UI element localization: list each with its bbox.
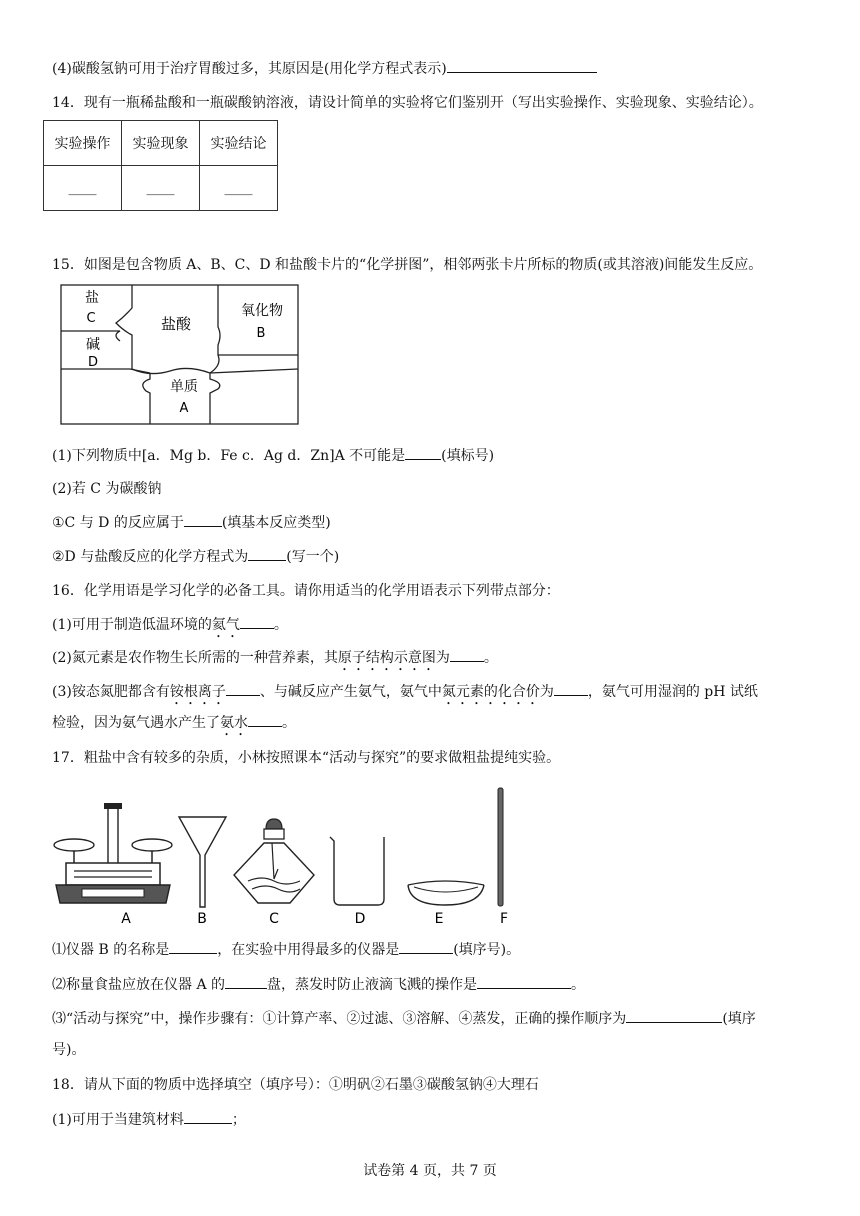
q17-sub3-line2: 号)。 xyxy=(52,1042,86,1058)
puzzle-salt-label: 盐 xyxy=(85,290,99,306)
balance-icon xyxy=(54,803,172,903)
beaker-icon xyxy=(330,837,384,905)
apparatus-label-f: F xyxy=(499,911,509,927)
q17-stem: 17．粗盐中含有较多的杂质，小林按照课本“活动与探究”的要求做粗盐提纯实验。 xyxy=(52,750,561,766)
q18-sub1: (1)可用于当建筑材料 ； xyxy=(52,1109,246,1130)
puzzle-salt-letter: C xyxy=(86,311,96,326)
puzzle-base-label: 碱 xyxy=(86,337,100,353)
q15-puzzle-figure xyxy=(60,283,300,428)
q17-apparatus-figure xyxy=(52,785,522,930)
q14-cell-phenomenon[interactable]: ____ xyxy=(122,166,200,211)
q16-sub1-blank[interactable] xyxy=(240,614,274,629)
q17-sub1: ⑴仪器 B 的名称是 ，在实验中用得最多的仪器是 (填序号)。 xyxy=(52,939,520,960)
funnel-icon xyxy=(179,817,226,907)
apparatus-label-c: C xyxy=(269,911,279,927)
q13-sub4-blank[interactable] xyxy=(447,58,597,73)
q14-header-conclusion: 实验结论 xyxy=(200,121,278,166)
q16-stem: 16．化学用语是学习化学的必备工具。请你用适当的化学用语表示下列带点部分： xyxy=(52,583,560,599)
q13-sub4: (4)碳酸氢钠可用于治疗胃酸过多，其原因是(用化学方程式表示) xyxy=(52,58,597,79)
q16-sub3: (3)铵态氮肥都含有铵根离子 、与碱反应产生氨气，氨气中氮元素的化合价为 ，氨气可用湿润的 pH 试纸 xyxy=(52,681,758,708)
q17-sub3: ⑶“活动与探究”中，操作步骤有：①计算产率、②过滤、③溶解、④蒸发，正确的操作顺序为 (填序 xyxy=(52,1008,756,1029)
q15-sub2-2: ②D 与盐酸反应的化学方程式为 (写一个) xyxy=(52,546,339,567)
q15-sub1-blank[interactable] xyxy=(405,445,441,460)
q15-stem: 15．如图是包含物质 A、B、C、D 和盐酸卡片的“化学拼图”，相邻两张卡片所标的物质(或其溶液)间能发生反应。 xyxy=(52,257,763,273)
q16-sub3-blank2[interactable] xyxy=(554,681,588,696)
evaporating-dish-icon xyxy=(408,881,484,905)
q15-sub2: (2)若 C 为碳酸钠 xyxy=(52,481,162,497)
q15-sub2-2-blank[interactable] xyxy=(248,546,286,561)
q16-sub2: (2)氮元素是农作物生长所需的一种营养素，其原子结构示意图为 。 xyxy=(52,647,498,674)
q17-sub1-blank1[interactable] xyxy=(169,939,217,954)
q14-cell-conclusion[interactable]: ____ xyxy=(200,166,278,211)
q18-stem: 18．请从下面的物质中选择填空（填序号）：①明矾②石墨③碳酸氢钠④大理石 xyxy=(52,1077,539,1093)
q16-sub3-blank3[interactable] xyxy=(248,712,282,727)
puzzle-acid-label: 盐酸 xyxy=(160,315,192,333)
q14-table xyxy=(43,120,278,211)
puzzle-element-letter: A xyxy=(179,401,189,416)
q14-cell-operation[interactable]: ____ xyxy=(44,166,122,211)
q18-sub1-blank[interactable] xyxy=(184,1109,232,1124)
puzzle-oxide-label: 氧化物 xyxy=(241,303,283,319)
apparatus-label-e: E xyxy=(434,911,444,927)
q16-sub2-blank[interactable] xyxy=(450,647,484,662)
puzzle-element-label: 单质 xyxy=(170,379,198,395)
alcohol-lamp-icon xyxy=(234,819,314,903)
glass-rod-icon xyxy=(498,788,503,906)
q15-sub2-1-blank[interactable] xyxy=(184,512,222,527)
q17-sub3-blank[interactable] xyxy=(626,1008,722,1023)
puzzle-oxide-letter: B xyxy=(256,326,266,341)
q14-header-phenomenon: 实验现象 xyxy=(122,121,200,166)
q14-header-operation: 实验操作 xyxy=(44,121,122,166)
q17-sub1-blank2[interactable] xyxy=(399,939,453,954)
q15-sub2-1: ①C 与 D 的反应属于 (填基本反应类型) xyxy=(52,512,331,533)
apparatus-label-a: A xyxy=(121,911,131,927)
q14-stem: 14．现有一瓶稀盐酸和一瓶碳酸钠溶液，请设计简单的实验将它们鉴别开（写出实验操作、实验现象、实验结论）。 xyxy=(52,95,763,111)
puzzle-base-letter: D xyxy=(87,355,99,370)
q16-sub3-line2: 检验，因为氨气遇水产生了氨水 。 xyxy=(52,712,296,739)
q17-sub2: ⑵称量食盐应放在仪器 A 的 盘，蒸发时防止液滴飞溅的操作是 。 xyxy=(52,974,585,995)
apparatus-label-d: D xyxy=(354,911,366,927)
q17-sub2-blank2[interactable] xyxy=(477,974,571,989)
q15-sub1: (1)下列物质中[a．Mg b．Fe c．Ag d．Zn]A 不可能是 (填标号) xyxy=(52,445,494,466)
page-footer: 试卷第 4 页，共 7 页 xyxy=(363,1163,497,1179)
apparatus-label-b: B xyxy=(197,911,207,927)
q17-sub2-blank1[interactable] xyxy=(225,974,267,989)
q16-sub3-blank1[interactable] xyxy=(226,681,260,696)
q16-sub1: (1)可用于制造低温环境的氦气 。 xyxy=(52,614,288,641)
